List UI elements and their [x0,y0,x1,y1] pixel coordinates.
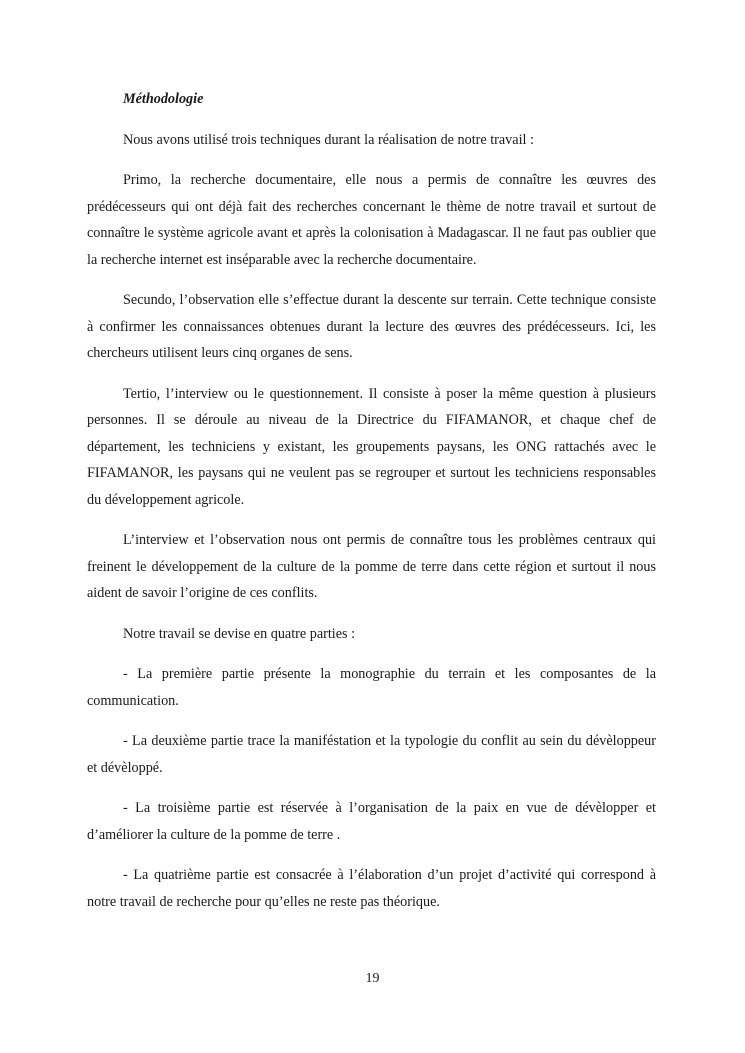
page-body [87,86,656,929]
paragraph-part-three: - La troisième partie est réservée à l’organisation de la paix en vue de dévèlopper et d’améliorer la culture de la pomme de terre . [87,800,656,843]
section-heading: Méthodologie [123,91,204,107]
paragraph-plan-intro: Notre travail se devise en quatre parties : [123,625,356,642]
paragraph-intro: Nous avons utilisé trois techniques durant la réalisation de notre travail : [123,131,534,148]
paragraph-primo: Primo, la recherche documentaire, elle nous a permis de connaître les œuvres des prédécesseurs qui ont déjà fait des recherches concernant le thème de notre travail et surtout de connaître le système agricole avant et après la colonisation à Madagascar. Il ne faut pas oublier que la recherche internet est inséparable avec la recherche documentaire. [87,172,656,268]
page-number: 19 [365,971,380,986]
paragraph-part-one: - La première partie présente la monographie du terrain et les composantes de la communication. [87,666,656,709]
paragraph-tertio: Tertio, l’interview ou le questionnement. Il consiste à poser la même question à plusieurs personnes. Il se déroule au niveau de la Directrice du FIFAMANOR, et chaque chef de département, les techniciens y existant, les groupements paysans, les ONG rattachés avec le FIFAMANOR, les paysans qui ne veulent pas se regrouper et surtout les techniciens responsables du développement agricole. [87,385,656,508]
paragraph-interview-observation: L’interview et l’observation nous ont permis de connaître tous les problèmes centraux qui freinent le développement de la culture de la pomme de terre dans cette région et surtout il nous aident de savoir l’origine de ces conflits. [87,532,656,601]
paragraph-secundo: Secundo, l’observation elle s’effectue durant la descente sur terrain. Cette technique consiste à confirmer les connaissances obtenues durant la lecture des œuvres des prédécesseurs. Ici, les chercheurs utilisent leurs cinq organes de sens. [87,292,656,361]
paragraph-part-two: - La deuxième partie trace la maniféstation et la typologie du conflit au sein du dévèloppeur et dévèloppé. [87,733,656,776]
paragraph-part-four: - La quatrième partie est consacrée à l’élaboration d’un projet d’activité qui correspond à notre travail de recherche pour qu’elles ne reste pas théorique. [87,867,656,910]
